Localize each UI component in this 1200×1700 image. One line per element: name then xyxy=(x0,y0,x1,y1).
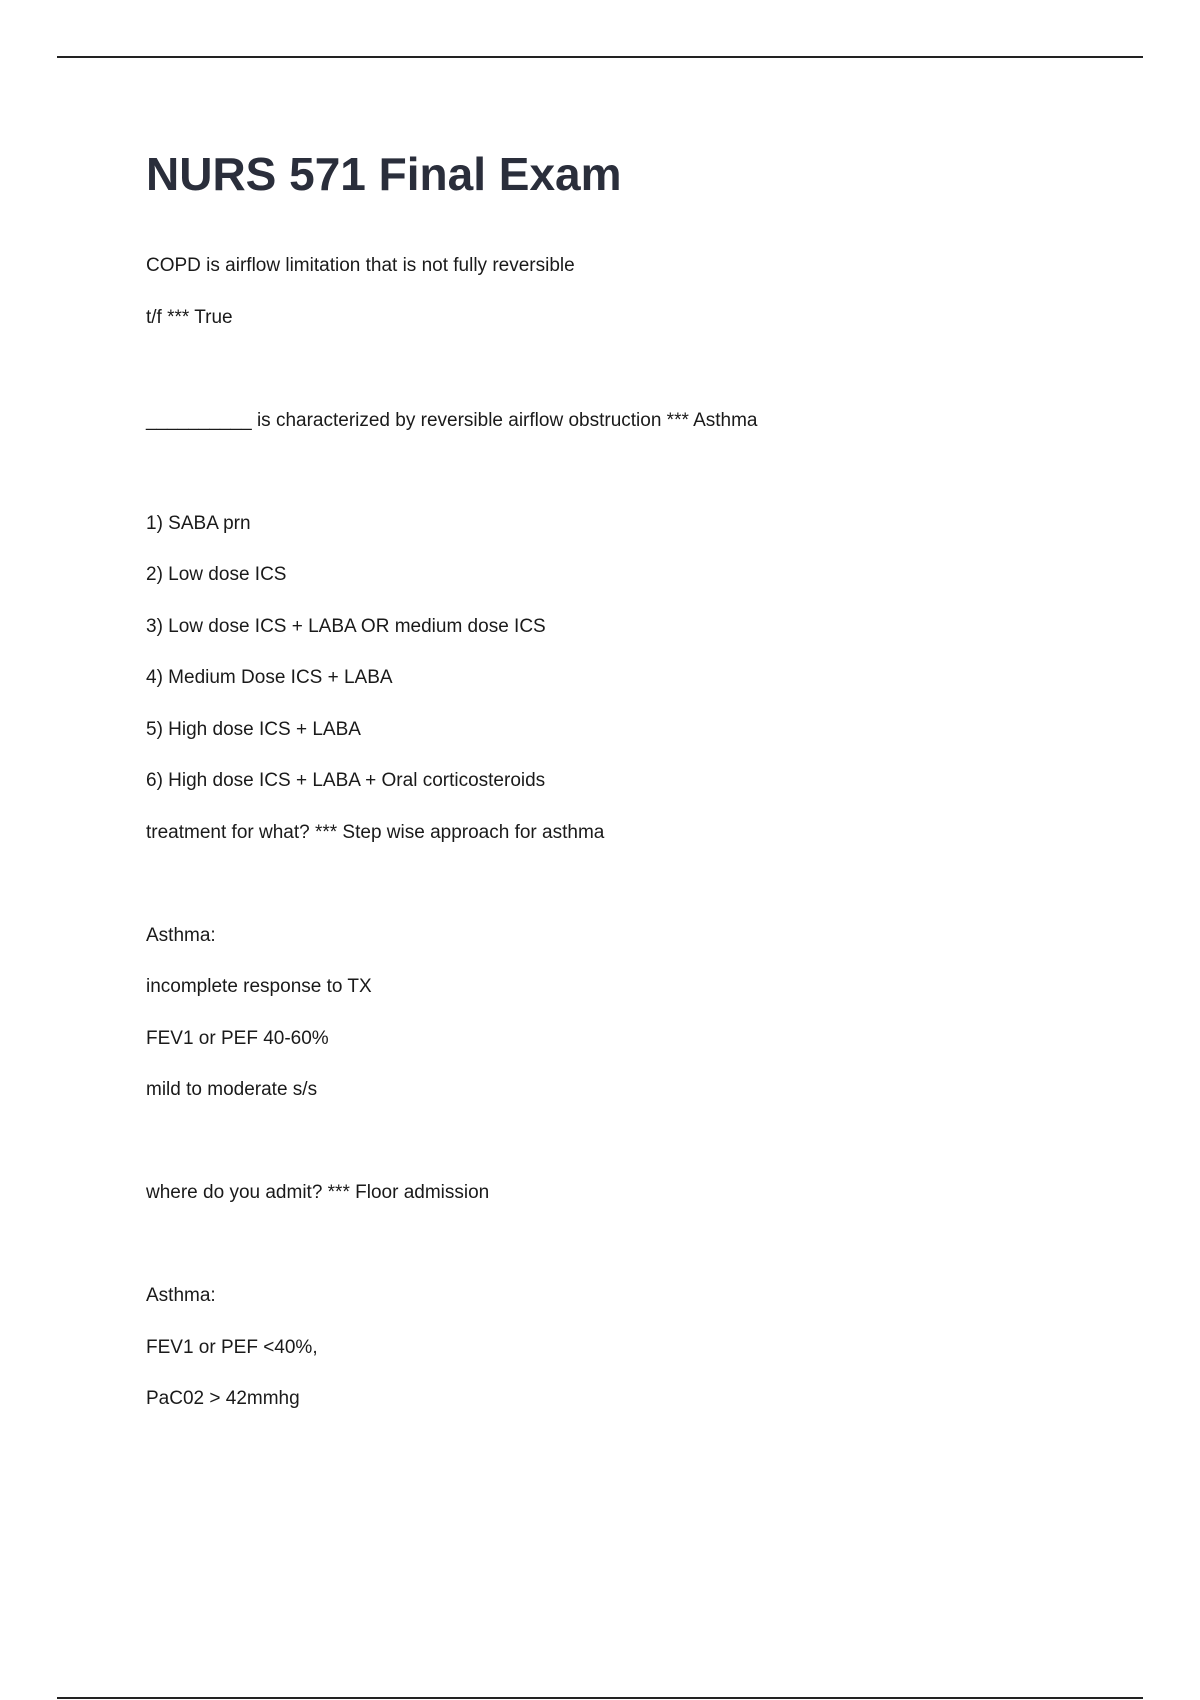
blank-line xyxy=(146,1129,1106,1181)
text-line: FEV1 or PEF 40-60% xyxy=(146,1027,329,1049)
document-body xyxy=(146,253,1106,1438)
list-item: 3) Low dose ICS + LABA OR medium dose ICS xyxy=(146,615,546,637)
text-line: Asthma: xyxy=(146,1285,216,1306)
blank-line xyxy=(146,459,1106,511)
text-line: Asthma: xyxy=(146,924,216,946)
bottom-rule xyxy=(57,1697,1143,1699)
text-line: where do you admit? *** Floor admission xyxy=(146,1182,490,1203)
list-item: 6) High dose ICS + LABA + Oral corticosteroids xyxy=(146,770,546,791)
text-line: t/f *** True xyxy=(146,306,233,328)
document-title: NURS 571 Final Exam xyxy=(146,148,622,200)
document-content xyxy=(146,140,1106,1438)
list-item: 2) Low dose ICS xyxy=(146,564,287,585)
text-line: PaC02 > 42mmhg xyxy=(146,1388,300,1409)
list-item: 4) Medium Dose ICS + LABA xyxy=(146,667,393,688)
blank-line xyxy=(146,1232,1106,1284)
blank-line xyxy=(146,871,1106,923)
text-line: mild to moderate s/s xyxy=(146,1079,318,1100)
text-line: treatment for what? *** Step wise approach for asthma xyxy=(146,821,605,843)
text-line: __________ is characterized by reversible airflow obstruction *** Asthma xyxy=(146,409,758,431)
text-line: incomplete response to TX xyxy=(146,976,372,997)
top-rule xyxy=(57,56,1143,58)
text-line: COPD is airflow limitation that is not fully reversible xyxy=(146,255,575,276)
list-item: 1) SABA prn xyxy=(146,512,251,534)
text-line: FEV1 or PEF <40%, xyxy=(146,1336,318,1358)
blank-line xyxy=(146,356,1106,408)
list-item: 5) High dose ICS + LABA xyxy=(146,718,361,740)
